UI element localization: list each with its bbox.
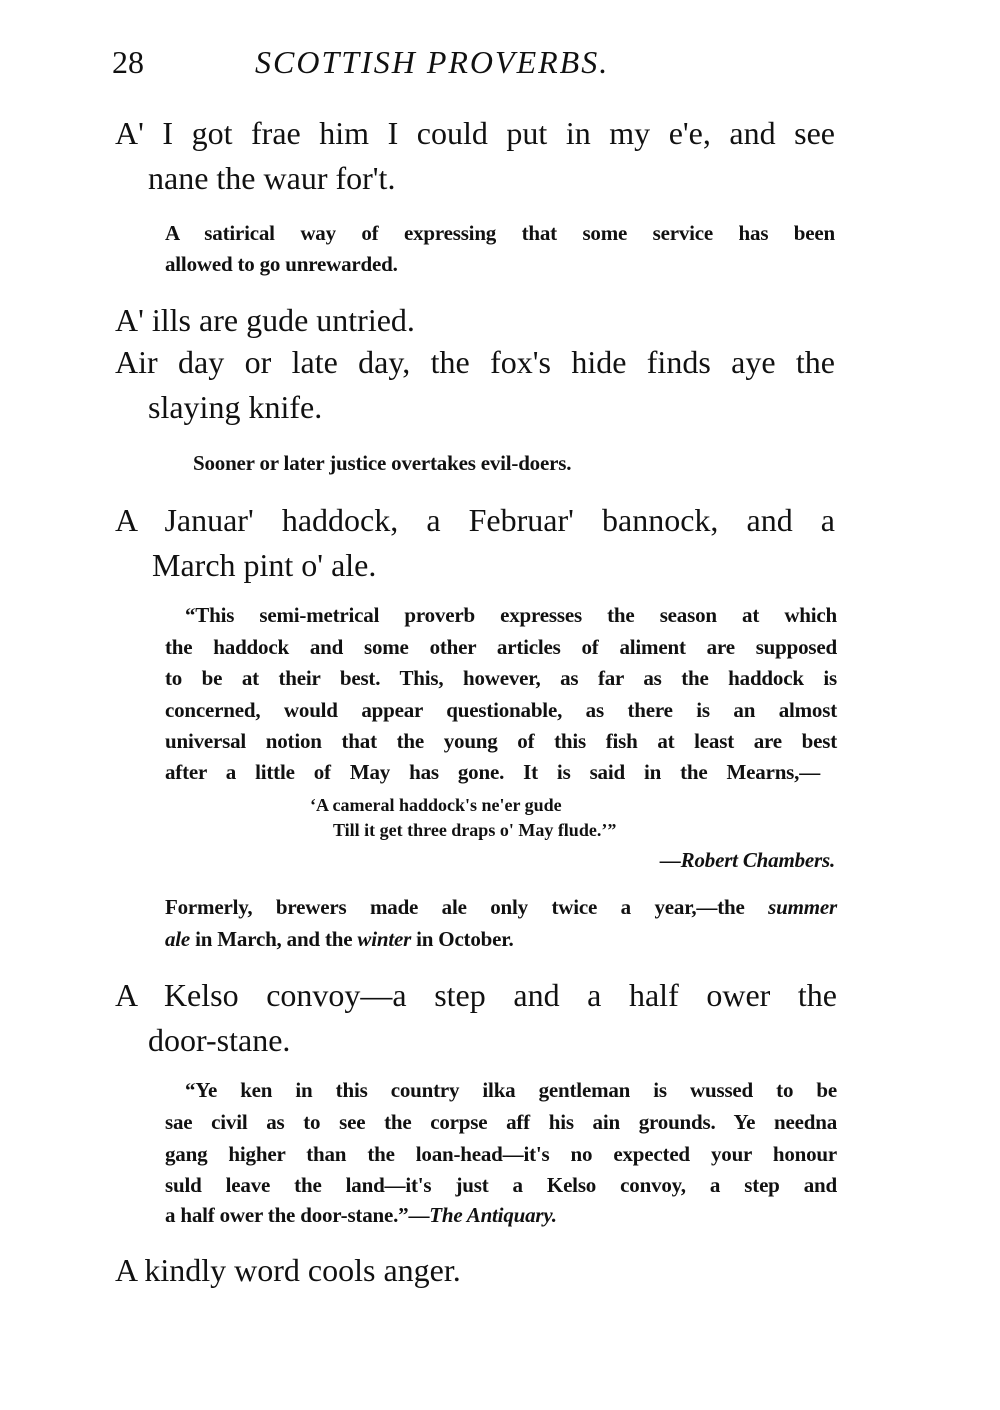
page-number: 28 [112, 44, 144, 80]
note-line: concerned, would appear questionable, as there is an almost [165, 698, 837, 722]
verse-line: Till it get three draps o' May flude.’” [333, 820, 617, 840]
note-italic: winter [357, 927, 412, 951]
note-line [165, 1202, 557, 1228]
note-line: sae civil as to see the corpse aff his ain grounds. Ye needna [165, 1110, 837, 1134]
proverb-line: nane the waur for't. [148, 160, 396, 196]
proverb-line: March pint o' ale. [152, 547, 377, 583]
note-line: after a little of May has gone. It is said in the Mearns,— [165, 760, 820, 784]
note-line: universal notion that the young of this fish at least are best [165, 729, 837, 753]
note-line [165, 926, 514, 952]
note-line: A satirical way of expressing that some service has been [165, 221, 835, 245]
note-line: “This semi-metrical proverb expresses the season at which [185, 603, 837, 627]
note-text: in October. [416, 927, 514, 951]
note-line: the haddock and some other articles of aliment are supposed [165, 635, 837, 659]
proverb-line: A' ills are gude untried. [115, 302, 415, 338]
note-line: to be at their best. This, however, as far as the haddock is [165, 666, 837, 690]
note-italic: summer [768, 895, 837, 919]
note-line [165, 894, 837, 920]
proverb-line: slaying knife. [148, 389, 323, 425]
running-title: SCOTTISH PROVERBS. [255, 44, 610, 80]
note-line: suld leave the land—it's just a Kelso convoy, a step and [165, 1173, 837, 1197]
note-line: Sooner or later justice overtakes evil-doers. [193, 451, 572, 475]
note-line: “Ye ken in this country ilka gentleman is wussed to be [185, 1078, 837, 1102]
note-text: in March, and the [195, 927, 353, 951]
attribution: —Robert Chambers. [659, 848, 835, 872]
note-line: allowed to go unrewarded. [165, 252, 398, 276]
source-title: The Antiquary. [429, 1203, 557, 1227]
proverb-line: Air day or late day, the fox's hide finds aye the [115, 344, 835, 380]
proverb-line: A' I got frae him I could put in my e'e, and see [115, 115, 835, 151]
proverb-line: A Kelso convoy—a step and a half ower the [115, 977, 837, 1013]
note-italic: ale [165, 927, 191, 951]
proverb-line: A kindly word cools anger. [115, 1252, 461, 1288]
proverb-line: A Januar' haddock, a Februar' bannock, and a [115, 502, 835, 538]
note-text: a half ower the door-stane.”— [165, 1203, 430, 1227]
proverb-line: door-stane. [148, 1022, 291, 1058]
note-text: Formerly, brewers made ale only twice a year,—the [165, 895, 745, 919]
note-line: gang higher than the loan-head—it's no expected your honour [165, 1142, 837, 1166]
verse-line: ‘A cameral haddock's ne'er gude [310, 795, 562, 815]
